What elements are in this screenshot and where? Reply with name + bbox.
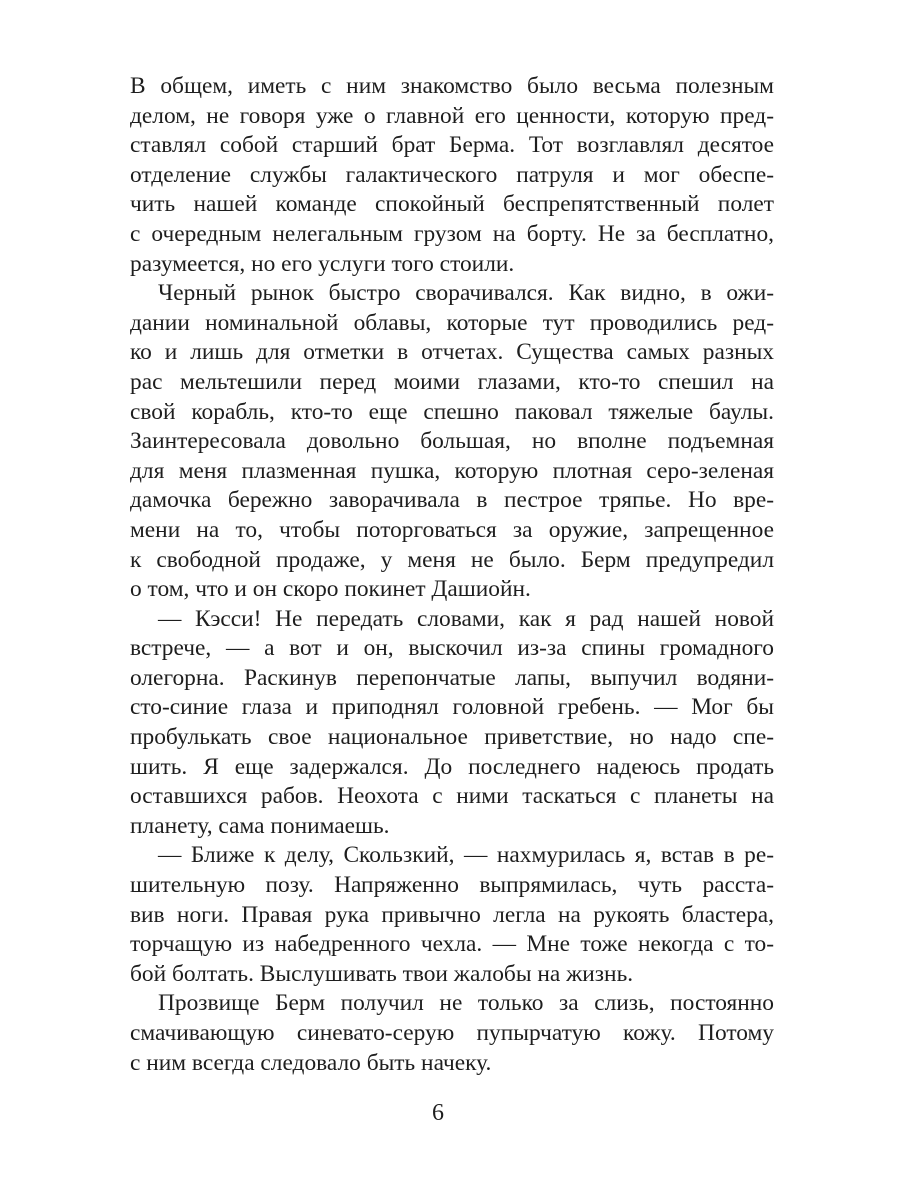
text-line: вив ноги. Правая рука привычно легла на рукоять бластера,: [130, 901, 774, 928]
text-line: делом, не говоря уже о главной его ценности, которую пред-: [130, 102, 774, 129]
paragraph-3: [130, 605, 774, 842]
text-line: В общем, иметь с ним знакомство было весьма полезным: [130, 73, 774, 99]
text-line: Заинтересовала довольно большая, но вполне подъемная: [130, 428, 774, 455]
text-line: разумеется, но его услуги того стоили.: [130, 250, 515, 277]
text-line: встрече, — а вот и он, выскочил из-за спины громадного: [130, 635, 774, 662]
page-number: 6: [432, 1100, 444, 1126]
text-line: планету, сама понимаешь.: [130, 812, 390, 839]
text-line: дамочка бережно заворачивала в пестрое тряпье. Но вре-: [130, 487, 774, 514]
text-line: шительную позу. Напряженно выпрямилась, чуть расста-: [130, 872, 774, 899]
body-text: [130, 72, 774, 1078]
text-line: торчащую из набедренного чехла. — Мне тоже некогда с то-: [130, 931, 774, 958]
text-line: олегорна. Раскинув перепончатые лапы, выпучил водяни-: [130, 664, 774, 691]
text-line: Черный рынок быстро сворачивался. Как видно, в ожи-: [158, 280, 774, 307]
text-line: сто-синие глаза и приподнял головной гребень. — Мог бы: [130, 694, 774, 721]
paragraph-5: [130, 989, 774, 1078]
text-line: пробулькать свое национальное приветствие, но надо спе-: [130, 724, 774, 751]
text-line: рас мельтешили перед моими глазами, кто-то спешил на: [130, 368, 774, 395]
text-line: оставшихся рабов. Неохота с ними таскаться с планеты на: [130, 783, 774, 810]
text-line: смачивающую синевато-серую пупырчатую кожу. Потому: [130, 1020, 774, 1046]
text-line: для меня плазменная пушка, которую плотная серо-зеленая: [130, 457, 774, 484]
paragraph-1: [130, 72, 774, 279]
text-line: шить. Я еще задержался. До последнего надеюсь продать: [130, 753, 774, 780]
text-line: отделение службы галактического патруля и мог обеспе-: [130, 161, 774, 188]
text-line: мени на то, чтобы поторговаться за оружие, запрещенное: [130, 516, 774, 543]
text-line: — Кэсси! Не передать словами, как я рад нашей новой: [158, 605, 774, 632]
text-line: дании номинальной облавы, которые тут проводились ред-: [130, 309, 774, 336]
text-line: ставлял собой старший брат Берма. Тот возглавлял десятое: [130, 132, 774, 159]
text-line: чить нашей команде спокойный беспрепятственный полет: [130, 191, 774, 218]
text-line: ко и лишь для отметки в отчетах. Существа самых разных: [130, 339, 774, 366]
text-line: о том, что и он скоро покинет Дашиойн.: [130, 576, 531, 603]
text-line: свой корабль, кто-то еще спешно паковал тяжелые баулы.: [130, 398, 774, 425]
text-line: бой болтать. Выслушивать твои жалобы на жизнь.: [130, 960, 634, 987]
paragraph-4: [130, 841, 774, 989]
text-line: — Ближе к делу, Скользкий, — нахмурилась я, встав в ре-: [158, 842, 774, 869]
text-line: к свободной продаже, у меня не было. Берм предупредил: [130, 546, 774, 573]
text-line: Прозвище Берм получил не только за слизь, постоянно: [158, 990, 774, 1017]
paragraph-2: [130, 279, 774, 605]
text-line: с очередным нелегальным грузом на борту. Не за бесплатно,: [130, 220, 774, 247]
text-line: с ним всегда следовало быть начеку.: [130, 1049, 492, 1076]
